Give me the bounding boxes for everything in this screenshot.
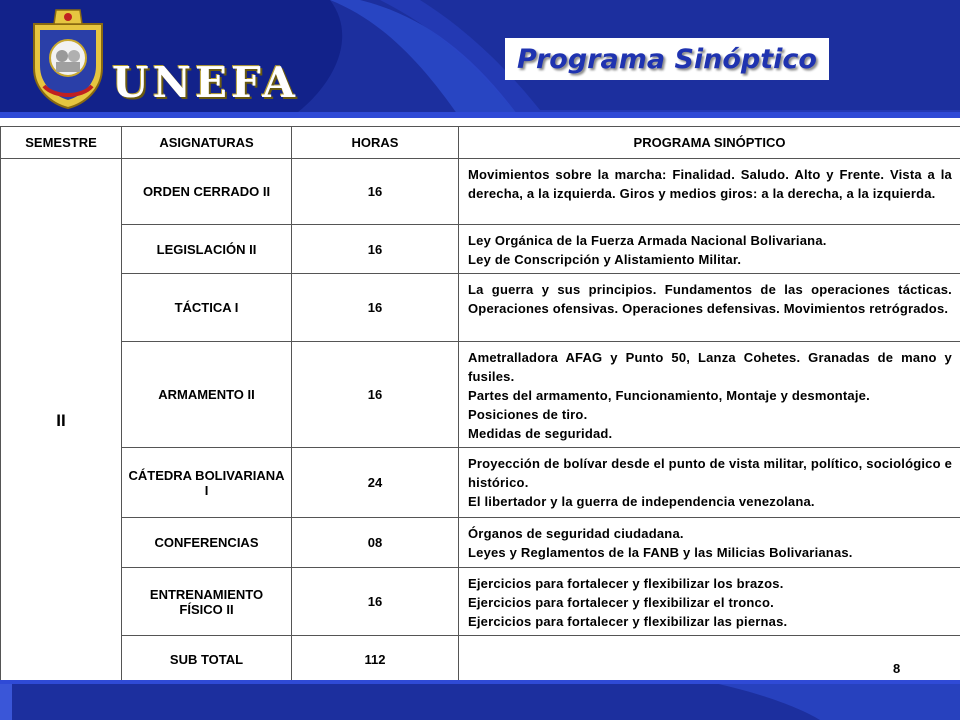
syllabus-table — [0, 126, 960, 684]
description-cell — [459, 159, 960, 225]
subtotal-label: SUB TOTAL — [122, 636, 292, 684]
description-line: Leyes y Reglamentos de la FANB y las Milicias Bolivarianas. — [468, 545, 853, 560]
footer-banner — [0, 680, 960, 720]
unefa-crest-icon — [26, 6, 110, 110]
hours-cell: 24 — [292, 448, 459, 518]
page-number: 8 — [893, 661, 901, 676]
description-cell — [459, 225, 960, 274]
hours-cell: 16 — [292, 159, 459, 225]
table-row — [1, 568, 960, 636]
description-line: Proyección de bolívar desde el punto de vista militar, político, sociológico e histórico. — [468, 456, 952, 490]
page-title: Programa Sinóptico — [517, 43, 817, 75]
table-row — [1, 159, 960, 225]
subtotal-empty-cell — [459, 636, 960, 684]
subject-cell: TÁCTICA I — [122, 274, 292, 342]
page-title-box — [505, 38, 829, 80]
description-line: Medidas de seguridad. — [468, 426, 613, 441]
description-cell — [459, 518, 960, 568]
hours-cell: 16 — [292, 568, 459, 636]
header-programa: PROGRAMA SINÓPTICO — [459, 127, 960, 159]
table-header-row — [1, 127, 960, 159]
description-cell — [459, 568, 960, 636]
header-semestre: SEMESTRE — [1, 127, 122, 159]
description-line: El libertador y la guerra de independencia venezolana. — [468, 494, 815, 509]
header-horas: HORAS — [292, 127, 459, 159]
subject-cell: ARMAMENTO II — [122, 342, 292, 448]
description-line: Ejercicios para fortalecer y flexibilizar las piernas. — [468, 614, 788, 629]
description-line: Ley de Conscripción y Alistamiento Militar. — [468, 252, 742, 267]
hours-cell: 16 — [292, 274, 459, 342]
subtotal-hours: 112 — [292, 636, 459, 684]
hours-cell: 16 — [292, 342, 459, 448]
description-line: Movimientos sobre la marcha: Finalidad. Saludo. Alto y Frente. Vista a la derecha, a la izquierda. Giros y medios giros: a la derecha, a la izquierda. — [468, 167, 952, 201]
brand-name: UNEFA — [112, 58, 299, 107]
description-line: Ejercicios para fortalecer y flexibilizar los brazos. — [468, 576, 784, 591]
description-line: La guerra y sus principios. Fundamentos de las operaciones tácticas. Operaciones ofensivas. Operaciones defensivas. Movimientos retrógrados. — [468, 282, 952, 316]
subject-cell: ENTRENAMIENTO FÍSICO II — [122, 568, 292, 636]
footer-swoosh-decoration — [0, 680, 960, 720]
header-asignaturas: ASIGNATURAS — [122, 127, 292, 159]
hours-cell: 08 — [292, 518, 459, 568]
table-row — [1, 448, 960, 518]
description-line: Posiciones de tiro. — [468, 407, 588, 422]
hours-cell: 16 — [292, 225, 459, 274]
header-banner — [0, 0, 960, 118]
semester-cell: II — [1, 159, 122, 684]
table-row — [1, 518, 960, 568]
description-cell — [459, 342, 960, 448]
description-line: Ley Orgánica de la Fuerza Armada Nacional Bolivariana. — [468, 233, 827, 248]
subject-cell: CÁTEDRA BOLIVARIANA I — [122, 448, 292, 518]
subject-cell: CONFERENCIAS — [122, 518, 292, 568]
description-cell — [459, 274, 960, 342]
table-row — [1, 274, 960, 342]
description-line: Ejercicios para fortalecer y flexibilizar el tronco. — [468, 595, 774, 610]
description-line: Ametralladora AFAG y Punto 50, Lanza Cohetes. Granadas de mano y fusiles. — [468, 350, 952, 384]
table-row — [1, 342, 960, 448]
subject-cell: LEGISLACIÓN II — [122, 225, 292, 274]
description-line: Órganos de seguridad ciudadana. — [468, 526, 684, 541]
subject-cell: ORDEN CERRADO II — [122, 159, 292, 225]
table-row — [1, 225, 960, 274]
description-cell — [459, 448, 960, 518]
description-line: Partes del armamento, Funcionamiento, Montaje y desmontaje. — [468, 388, 870, 403]
subtotal-row — [1, 636, 960, 684]
